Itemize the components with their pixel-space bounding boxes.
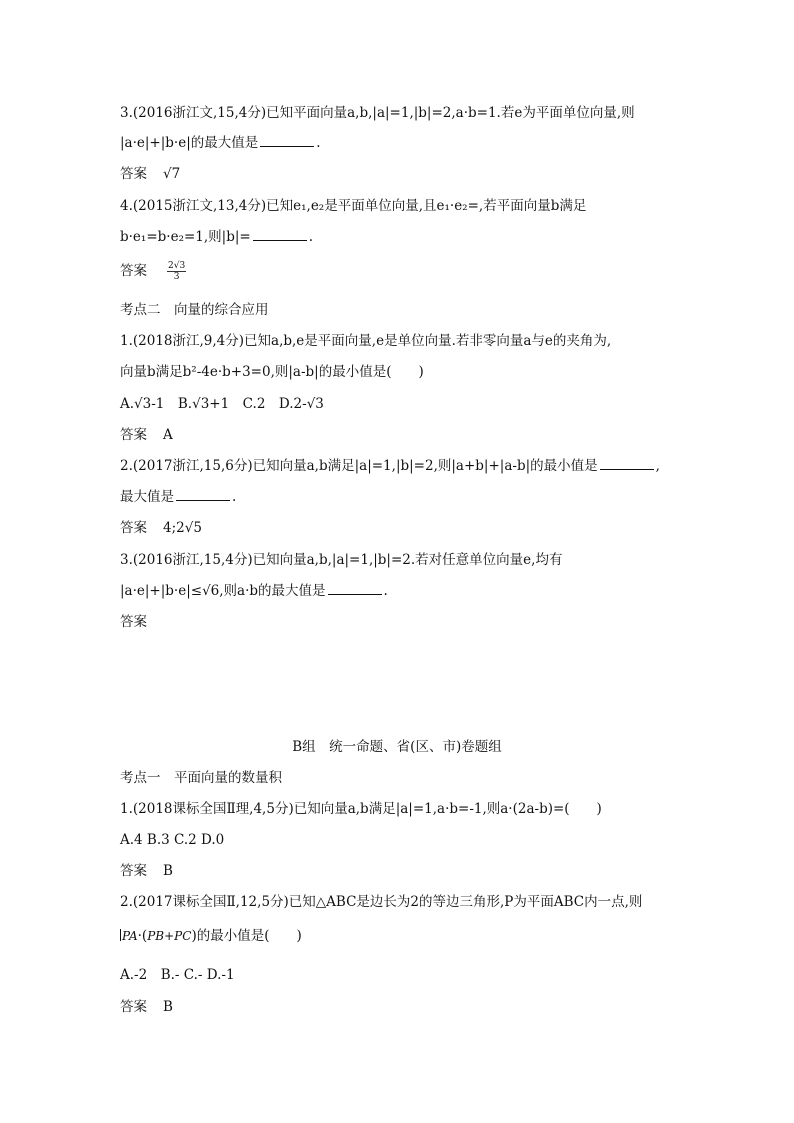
answer-blank bbox=[176, 488, 230, 501]
fraction-numerator: 2√3 bbox=[168, 261, 186, 271]
question-2-line-1-text: 2.(2017浙江,15,6分)已知向量a,b满足|a|=1,|b|=2,则|a+b|+|a-b|的最小值是 bbox=[120, 458, 598, 474]
answer-label: 答案 bbox=[120, 263, 147, 279]
problem-4-end: . bbox=[308, 229, 314, 245]
answer-value: A bbox=[163, 427, 173, 443]
question-1-answer bbox=[120, 426, 173, 444]
question-1-options: A.√3-1 B.√3+1 C.2 D.2-√3 bbox=[120, 396, 324, 412]
section-heading-b1: 考点一 平面向量的数量积 bbox=[120, 770, 282, 786]
answer-value: B bbox=[163, 999, 173, 1015]
question-1-line-1: 1.(2018浙江,9,4分)已知a,b,e是平面向量,e是单位向量.若非零向量a与e的夹角为, bbox=[120, 333, 612, 349]
fraction-denominator: 3 bbox=[173, 272, 180, 282]
problem-4-line-1: 4.(2015浙江文,13,4分)已知e₁,e₂是平面单位向量,且e₁·e₂=,若平面向量b满足 bbox=[120, 198, 587, 214]
answer-label: 答案 bbox=[120, 166, 147, 182]
b-question-2-line-2-end: )的最小值是( ) bbox=[191, 928, 302, 944]
question-3-answer bbox=[120, 613, 163, 631]
plus-sign: + bbox=[164, 929, 175, 943]
question-2-line-2 bbox=[120, 488, 236, 506]
answer-label: 答案 bbox=[120, 999, 147, 1015]
answer-label: 答案 bbox=[120, 520, 147, 536]
vector-pa: PA bbox=[122, 929, 138, 943]
vector-pb: PB bbox=[147, 929, 165, 943]
question-2-line-1 bbox=[120, 457, 660, 475]
answer-value: B bbox=[163, 863, 173, 879]
problem-3-answer bbox=[120, 165, 180, 183]
problem-4-line-2 bbox=[120, 228, 313, 246]
answer-value: 4;2√5 bbox=[163, 520, 202, 536]
problem-3-line-1: 3.(2016浙江文,15,4分)已知平面向量a,b,|a|=1,|b|=2,a·b=1.若e为平面单位向量,则 bbox=[120, 105, 635, 121]
b-question-2-line-2 bbox=[120, 927, 302, 945]
answer-label: 答案 bbox=[120, 427, 147, 443]
question-2-line-1-end: , bbox=[655, 458, 660, 474]
b-question-2-options: A.-2 B.- C.- D.-1 bbox=[120, 967, 235, 983]
group-b-heading: B组 统一命题、省(区、市)卷题组 bbox=[292, 739, 502, 755]
problem-4-line-2-text: b·e₁=b·e₂=1,则|b|= bbox=[120, 229, 251, 245]
question-3-line-2 bbox=[120, 582, 388, 600]
vector-pc: PC bbox=[174, 929, 192, 943]
answer-blank bbox=[600, 457, 654, 470]
dot-paren: ·( bbox=[137, 928, 148, 944]
problem-3-end: . bbox=[316, 135, 321, 151]
answer-label: 答案 bbox=[120, 863, 147, 879]
answer-label: 答案 bbox=[120, 614, 147, 630]
vector-bar bbox=[120, 929, 121, 941]
b-question-1-answer bbox=[120, 862, 173, 880]
section-heading-2: 考点二 向量的综合应用 bbox=[120, 302, 269, 318]
question-2-answer bbox=[120, 519, 202, 537]
answer-fraction bbox=[167, 261, 186, 282]
question-3-line-2-text: |a·e|+|b·e|≤√6,则a·b的最大值是 bbox=[120, 583, 326, 599]
answer-blank bbox=[260, 134, 314, 147]
b-question-2-answer bbox=[120, 998, 173, 1016]
b-question-2-line-1: 2.(2017课标全国Ⅱ,12,5分)已知△ABC是边长为2的等边三角形,P为平面ABC内一点,则 bbox=[120, 894, 643, 910]
answer-blank bbox=[253, 228, 307, 241]
answer-blank bbox=[328, 582, 382, 595]
question-3-line-1: 3.(2016浙江,15,4分)已知向量a,b,|a|=1,|b|=2.若对任意单位向量e,均有 bbox=[120, 552, 563, 568]
question-2-line-2-end: . bbox=[232, 489, 237, 505]
question-2-line-2-text: 最大值是 bbox=[120, 489, 174, 505]
answer-value: √7 bbox=[163, 166, 181, 182]
problem-4-answer bbox=[120, 261, 186, 282]
b-question-1-options: A.4 B.3 C.2 D.0 bbox=[120, 832, 225, 848]
problem-3-line-2 bbox=[120, 134, 321, 152]
problem-3-line-2-text: |a·e|+|b·e|的最大值是 bbox=[120, 135, 259, 151]
question-1-line-2: 向量b满足b²-4e·b+3=0,则|a-b|的最小值是( ) bbox=[120, 364, 424, 380]
question-3-end: . bbox=[383, 583, 388, 599]
b-question-1-line-1: 1.(2018课标全国Ⅱ理,4,5分)已知向量a,b满足|a|=1,a·b=-1,则a·(2a-b)=( ) bbox=[120, 801, 602, 817]
